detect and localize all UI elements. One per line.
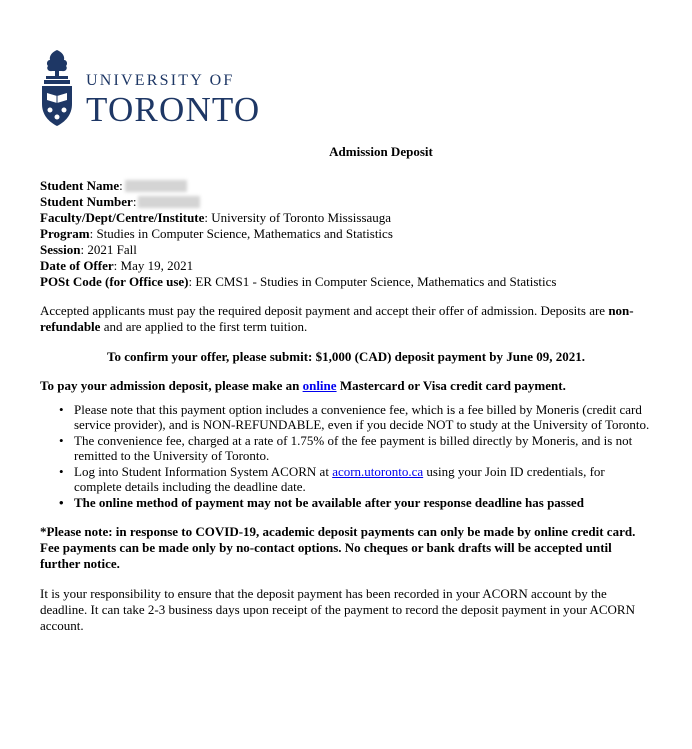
redacted-value <box>125 180 187 192</box>
page-title: Admission Deposit <box>329 144 433 159</box>
logo-line-university-of: UNIVERSITY OF <box>86 72 235 89</box>
university-logo <box>40 48 260 128</box>
field-post-code: POSt Code (for Office use): ER CMS1 - Studies in Computer Science, Mathematics and Statistics <box>40 274 557 289</box>
field-program: Program: Studies in Computer Science, Mathematics and Statistics <box>40 226 393 241</box>
redacted-value <box>138 196 200 208</box>
logo-line-toronto: TORONTO <box>86 90 261 129</box>
confirm-offer-text: To confirm your offer, please submit: $1,000 (CAD) deposit payment by June 09, 2021. <box>107 349 585 364</box>
list-item: • The online method of payment may not be available after your response deadline has passed <box>74 495 652 510</box>
list-item: • Please note that this payment option includes a convenience fee, which is a fee billed by Moneris (credit card service provider), and is NON-REFUNDABLE, even if you decide NOT to study at the University of Toronto. <box>74 402 652 432</box>
list-item: • Log into Student Information System ACORN at acorn.utoronto.ca using your Join ID credentials, for complete details including the deadline date. <box>74 464 652 494</box>
field-session: Session: 2021 Fall <box>40 242 137 257</box>
list-item: • The convenience fee, charged at a rate of 1.75% of the fee payment is billed directly by Moneris, and is not remitted to the University of Toronto. <box>74 433 652 463</box>
field-date-of-offer: Date of Offer: May 19, 2021 <box>40 258 194 273</box>
student-info <box>40 178 652 290</box>
intro-paragraph: Accepted applicants must pay the required deposit payment and accept their offer of admission. Deposits are non-refundable and are applied to the first term tuition. <box>40 303 634 334</box>
responsibility-paragraph: It is your responsibility to ensure that the deposit payment has been recorded in your ACORN account by the deadline. It can take 2-3 business days upon receipt of the payment to record the deposit payment in your ACORN account. <box>40 586 635 633</box>
payment-instruction: To pay your admission deposit, please make an online Mastercard or Visa credit card payment. <box>40 378 566 393</box>
letter-body <box>40 144 652 634</box>
field-student-name: Student Name: <box>40 178 652 194</box>
field-faculty: Faculty/Dept/Centre/Institute: University of Toronto Mississauga <box>40 210 392 225</box>
university-crest-icon <box>40 48 74 128</box>
field-student-number: Student Number: <box>40 194 652 210</box>
online-payment-link[interactable]: online <box>302 378 337 393</box>
covid-note: *Please note: in response to COVID-19, academic deposit payments can only be made by online credit card. Fee payments can be made only by no-contact options. No cheques or bank drafts will be accepted until further notice. <box>40 524 636 571</box>
acorn-link[interactable]: acorn.utoronto.ca <box>332 464 424 479</box>
payment-notes-list <box>40 402 652 510</box>
